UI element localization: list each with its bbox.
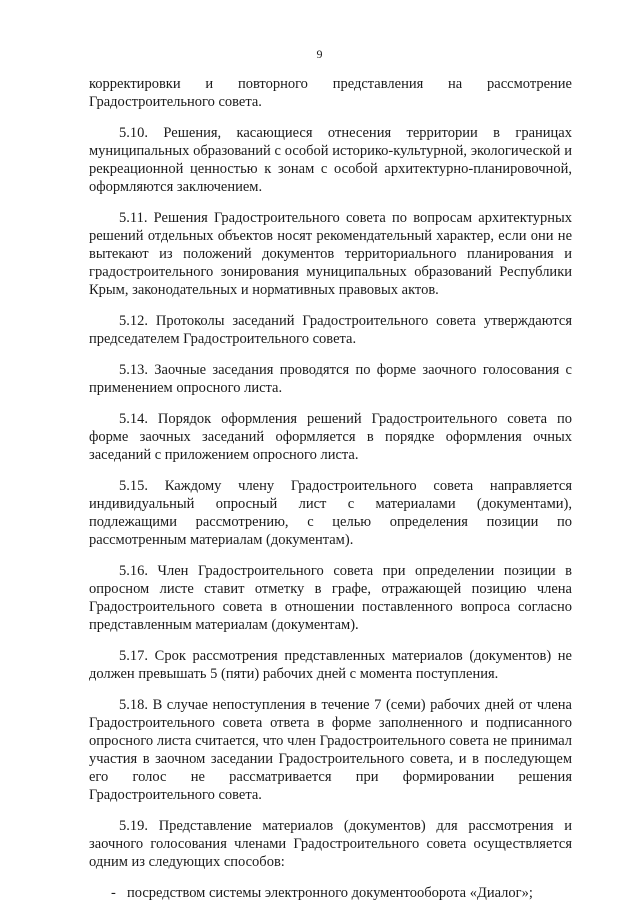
continued-paragraph-first-line: корректировки и повторного представления на рассмотрение	[89, 76, 572, 92]
document-body	[89, 75, 572, 902]
paragraph-5-16: 5.16. Член Градостроительного совета при определении позиции в опросном листе ставит отметку в графе, отражающей позицию члена Градостроительного совета в отношении поставленного вопроса согласно представленным материалам (документам).	[89, 563, 572, 633]
paragraph-5-18: 5.18. В случае непоступления в течение 7 (семи) рабочих дней от члена Градостроительного совета ответа в форме заполненного и подписанного опросного листа считается, что член Градостроительного совета не принимал участия в заочном заседании Градостроительного совета, и в последующем его голос не рассматривается при формировании решения Градостроительного совета.	[89, 697, 572, 803]
paragraph-5-15: 5.15. Каждому члену Градостроительного совета направляется индивидуальный опросный лист с материалами (документами), подлежащими рассмотрению, с целью определения позиции по рассмотренным материалам (документам).	[89, 478, 572, 548]
paragraph-5-11: 5.11. Решения Градостроительного совета по вопросам архитектурных решений отдельных объектов носят рекомендательный характер, если они не вытекают из положений документов территориального планирования и градостроительного зонирования муниципальных образований Республики Крым, законодательных и нормативных правовых актов.	[89, 210, 572, 298]
list-item	[111, 884, 572, 902]
paragraph-5-12: 5.12. Протоколы заседаний Градостроительного совета утверждаются председателем Градостроительного совета.	[89, 313, 572, 347]
list-item-text: посредством системы электронного документооборота «Диалог»;	[127, 885, 533, 901]
paragraph-5-19: 5.19. Представление материалов (документов) для рассмотрения и заочного голосования членами Градостроительного совета осуществляется одним из следующих способов:	[89, 818, 572, 870]
page-number: 9	[316, 47, 323, 61]
paragraph-5-10: 5.10. Решения, касающиеся отнесения территории в границах муниципальных образований с особой историко-культурной, экологической и рекреационной ценностью к зонам с особой архитектурно-планировочной, оформляются заключением.	[89, 125, 572, 195]
continued-paragraph	[89, 75, 572, 111]
paragraph-5-17: 5.17. Срок рассмотрения представленных материалов (документов) не должен превышать 5 (пяти) рабочих дней с момента поступления.	[89, 648, 572, 682]
paragraph-5-13: 5.13. Заочные заседания проводятся по форме заочного голосования с применением опросного листа.	[89, 362, 572, 396]
list-bullet-dash: -	[111, 885, 116, 901]
continued-paragraph-rest: Градостроительного совета.	[89, 94, 262, 110]
paragraph-5-14: 5.14. Порядок оформления решений Градостроительного совета по форме заочных заседаний оформляется в порядке оформления очных заседаний с приложением опросного листа.	[89, 411, 572, 463]
